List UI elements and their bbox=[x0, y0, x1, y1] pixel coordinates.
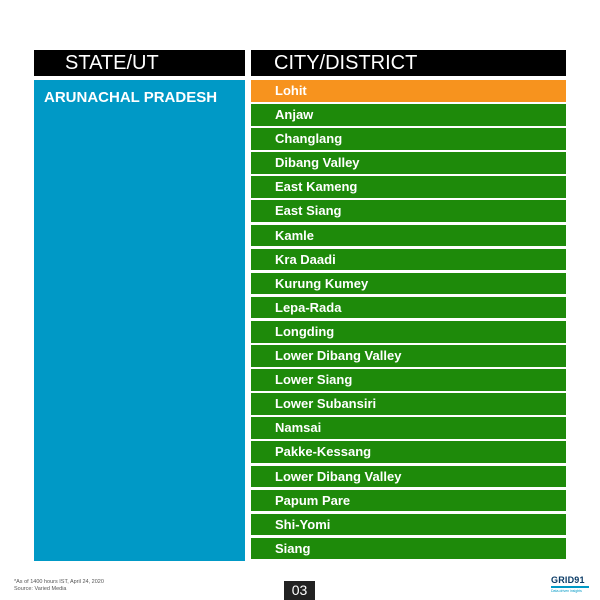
district-row: Namsai bbox=[251, 417, 566, 439]
state-header: STATE/UT bbox=[34, 50, 245, 76]
page-number: 03 bbox=[284, 581, 315, 600]
district-row: Lepa-Rada bbox=[251, 297, 566, 319]
district-row: Lower Dibang Valley bbox=[251, 466, 566, 488]
district-row: Kra Daadi bbox=[251, 249, 566, 271]
logo-text: GRID91 bbox=[551, 575, 585, 585]
district-row: Lower Siang bbox=[251, 369, 566, 391]
city-header: CITY/DISTRICT bbox=[251, 50, 566, 76]
district-row: Lower Dibang Valley bbox=[251, 345, 566, 367]
district-row: East Kameng bbox=[251, 176, 566, 198]
district-row: Changlang bbox=[251, 128, 566, 150]
footnote-line: *As of 1400 hours IST, April 24, 2020 bbox=[14, 579, 104, 585]
district-row-highlighted: Lohit bbox=[251, 80, 566, 102]
state-name: ARUNACHAL PRADESH bbox=[44, 89, 218, 106]
district-row: Siang bbox=[251, 538, 566, 560]
district-row: Kamle bbox=[251, 225, 566, 247]
district-row: Lower Subansiri bbox=[251, 393, 566, 415]
footnote bbox=[14, 579, 104, 593]
district-row: Shi-Yomi bbox=[251, 514, 566, 536]
district-row: Kurung Kumey bbox=[251, 273, 566, 295]
district-row: Longding bbox=[251, 321, 566, 343]
grid91-logo bbox=[551, 575, 595, 595]
district-row: Dibang Valley bbox=[251, 152, 566, 174]
district-row: East Siang bbox=[251, 200, 566, 222]
state-panel bbox=[34, 80, 245, 561]
district-row: Anjaw bbox=[251, 104, 566, 126]
district-row: Papum Pare bbox=[251, 490, 566, 512]
logo-tagline: Data-driven insights bbox=[551, 589, 582, 593]
logo-bar bbox=[551, 586, 589, 588]
district-list bbox=[251, 80, 566, 562]
district-row: Pakke-Kessang bbox=[251, 441, 566, 463]
footnote-source: Source: Varied Media bbox=[14, 586, 67, 592]
